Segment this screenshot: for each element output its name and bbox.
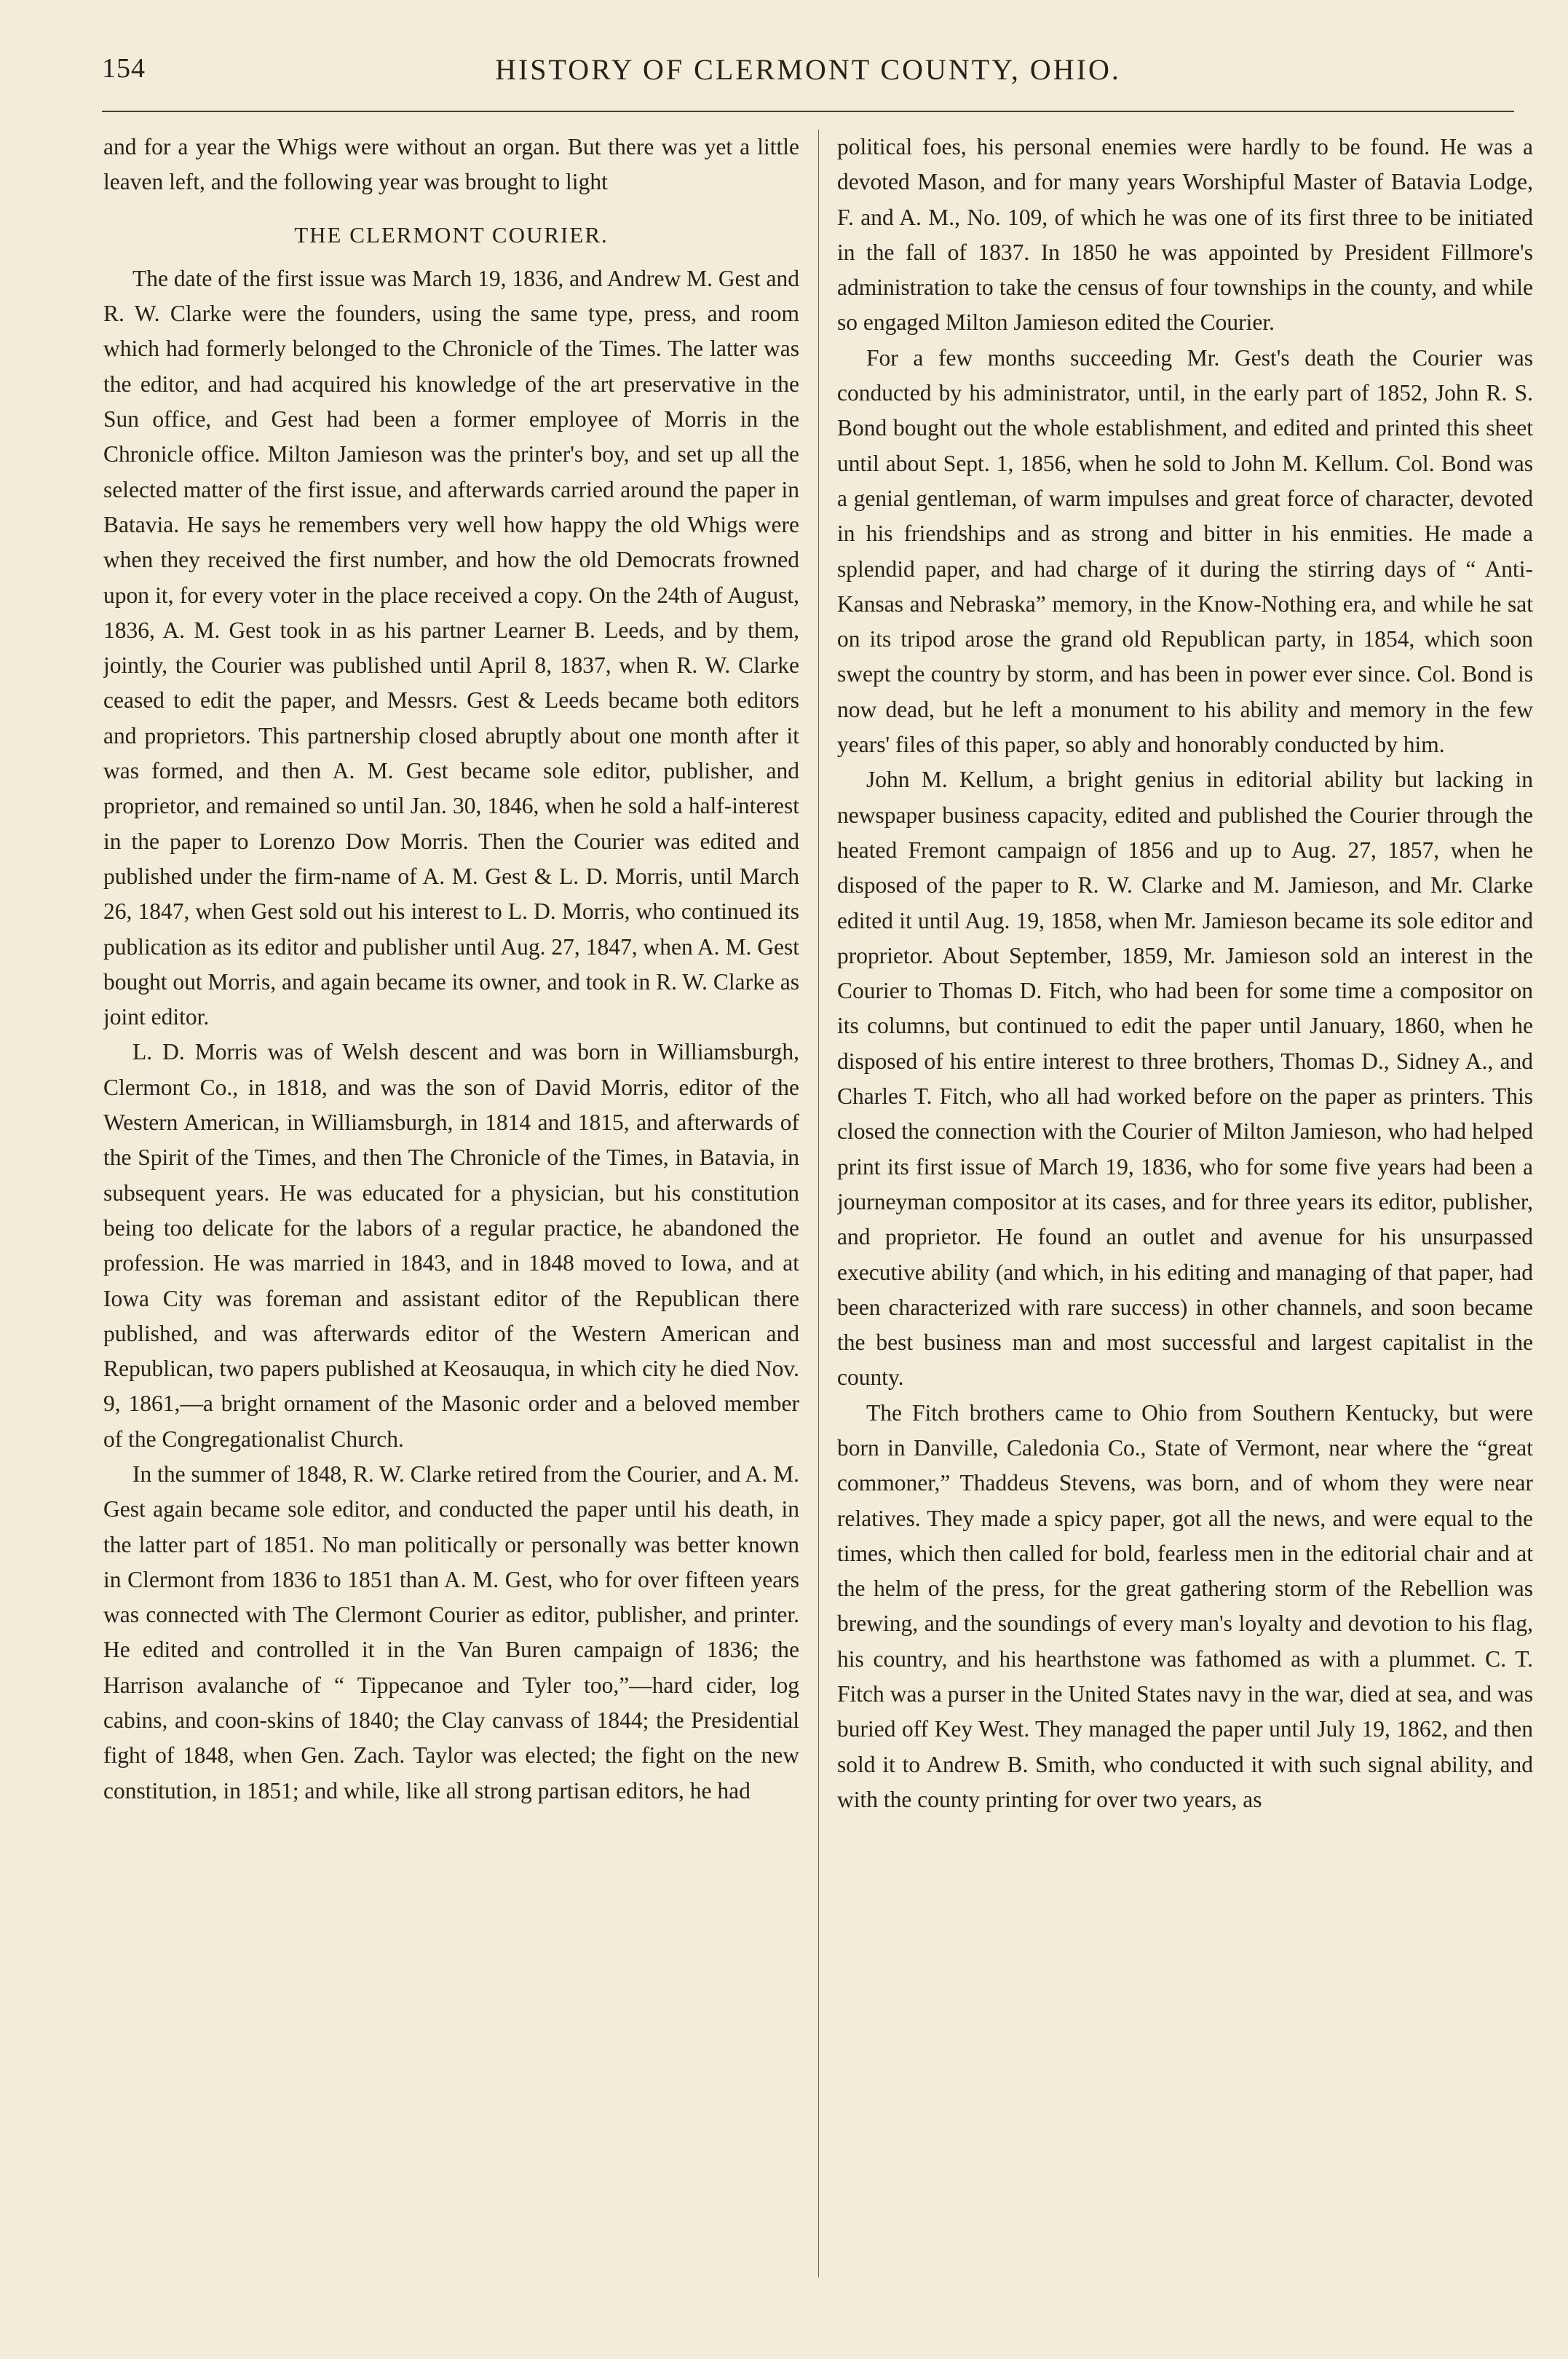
column-divider bbox=[818, 130, 819, 2277]
running-head: HISTORY OF CLERMONT COUNTY, OHIO. bbox=[495, 53, 1121, 86]
paragraph: John M. Kellum, a bright genius in editorial ability but lacking in newspaper business capacity, edited and published the Courier through the heated Fremont campaign of 1856 and up to Aug. 27, 1857, when he disposed of the paper to R. W. Clarke and M. Jamieson, and Mr. Clarke edited it until Aug. 19, 1858, when Mr. Jamieson became its sole editor and proprietor. About September, 1859, Mr. Jamieson sold an interest in the Courier to Thomas D. Fitch, who had been for some time a compositor on its columns, but continued to edit the paper until January, 1860, when he disposed of his entire interest to three brothers, Thomas D., Sidney A., and Charles T. Fitch, who all had worked before on the paper as printers. This closed the connection with the Courier of Milton Jamieson, who had helped print its first issue of March 19, 1836, who for some five years had been a journeyman compositor at its cases, and for three years its editor, publisher, and proprietor. He found an outlet and avenue for his unsurpassed executive ability (and which, in his editing and managing of that paper, had been characterized with rare success) in other channels, and soon became the best business man and most successful and largest capitalist in the county. bbox=[837, 767, 1533, 1391]
left-column bbox=[103, 130, 799, 2277]
paragraph: For a few months succeeding Mr. Gest's death the Courier was conducted by his administrator, until, in the early part of 1852, John R. S. Bond bought out the whole establishment, and edited and printed this sheet until about Sept. 1, 1856, when he sold to John M. Kellum. Col. Bond was a genial gentleman, of warm impulses and great force of character, devoted in his friendships and as strong and bitter in his enmities. He made a splendid paper, and had charge of it during the stirring days of “ Anti-Kansas and Nebraska” memory, in the Know-Nothing era, and while he sat on its tripod arose the grand old Republican party, in 1854, which soon swept the country by storm, and has been in power ever since. Col. Bond is now dead, but he left a monument to his ability and memory in the few years' files of this paper, so ably and honorably conducted by him. bbox=[837, 344, 1533, 758]
page-header bbox=[102, 52, 1514, 103]
paragraph-intro: and for a year the Whigs were without an organ. But there was yet a little leaven left, and the following year was brought to light bbox=[103, 134, 799, 195]
paragraph: political foes, his personal enemies were hardly to be found. He was a devoted Mason, and for many years Worshipful Master of Batavia Lodge, F. and A. M., No. 109, of which he was one of its first three to be initiated in the fall of 1837. In 1850 he was appointed by President Fillmore's administration to take the census of four townships in the county, and while so engaged Milton Jamieson edited the Courier. bbox=[837, 134, 1533, 336]
page-number: 154 bbox=[102, 53, 146, 84]
paragraph: The date of the first issue was March 19, 1836, and Andrew M. Gest and R. W. Clarke were the founders, using the same type, press, and room which had formerly belonged to the Chronicle of the Times. The latter was the editor, and had acquired his knowledge of the art preservative in the Sun office, and Gest had been a former employee of Morris in the Chronicle office. Milton Jamieson was the printer's boy, and set up all the selected matter of the first issue, and afterwards carried around the paper in Batavia. He says he remembers very well how happy the old Whigs were when they received the first number, and how the old Democrats frowned upon it, for every voter in the place received a copy. On the 24th of August, 1836, A. M. Gest took in as his partner Learner B. Leeds, and by them, jointly, the Courier was published until April 8, 1837, when R. W. Clarke ceased to edit the paper, and Messrs. Gest & Leeds became both editors and proprietors. This partnership closed abruptly about one month after it was formed, and then A. M. Gest became sole editor, publisher, and proprietor, and remained so until Jan. 30, 1846, when he sold a half-interest in the paper to Lorenzo Dow Morris. Then the Courier was edited and published under the firm-name of A. M. Gest & L. D. Morris, until March 26, 1847, when Gest sold out his interest to L. D. Morris, who continued its publication as its editor and publisher until Aug. 27, 1847, when A. M. Gest bought out Morris, and again became its owner, and took in R. W. Clarke as joint editor. bbox=[103, 265, 799, 1030]
paragraph: L. D. Morris was of Welsh descent and was born in Williamsburgh, Clermont Co., in 1818, and was the son of David Morris, editor of the Western American, in Williamsburgh, in 1814 and 1815, and afterwards of the Spirit of the Times, and then The Chronicle of the Times, in Batavia, in subsequent years. He was educated for a physician, but his constitution being too delicate for the labors of a regular practice, he abandoned the profession. He was married in 1843, and in 1848 moved to Iowa, and at Iowa City was foreman and assistant editor of the Republican there published, and was afterwards editor of the Western American and Republican, two papers published at Keosauqua, in which city he died Nov. 9, 1861,—a bright ornament of the Masonic order and a beloved member of the Congregationalist Church. bbox=[103, 1039, 799, 1452]
header-rule bbox=[102, 111, 1514, 112]
paragraph: The Fitch brothers came to Ohio from Southern Kentucky, but were born in Danville, Caledonia Co., State of Vermont, near where the “great commoner,” Thaddeus Stevens, was born, and of whom they were near relatives. They made a spicy paper, got all the news, and were equal to the times, which then called for bold, fearless men in the editorial chair and at the helm of the press, for the great gathering storm of the Rebellion was brewing, and the soundings of every man's loyalty and devotion to his flag, his country, and his hearthstone was fathomed as with a plummet. C. T. Fitch was a purser in the United States navy in the war, died at sea, and was buried off Key West. They managed the paper until July 19, 1862, and then sold it to Andrew B. Smith, who conducted it with such signal ability, and with the county printing for over two years, as bbox=[837, 1399, 1533, 1812]
right-column bbox=[837, 130, 1533, 2277]
section-heading: THE CLERMONT COURIER. bbox=[294, 221, 609, 248]
paragraph: In the summer of 1848, R. W. Clarke retired from the Courier, and A. M. Gest again became sole editor, and conducted the paper until his death, in the latter part of 1851. No man politically or personally was better known in Clermont from 1836 to 1851 than A. M. Gest, who for over fifteen years was connected with The Clermont Courier as editor, publisher, and printer. He edited and controlled it in the Van Buren campaign of 1836; the Harrison avalanche of “ Tippecanoe and Tyler too,”—hard cider, log cabins, and coon-skins of 1840; the Clay canvass of 1844; the Presidential fight of 1848, when Gen. Zach. Taylor was elected; the fight on the new constitution, in 1851; and while, like all strong partisan editors, he had bbox=[103, 1461, 799, 1803]
